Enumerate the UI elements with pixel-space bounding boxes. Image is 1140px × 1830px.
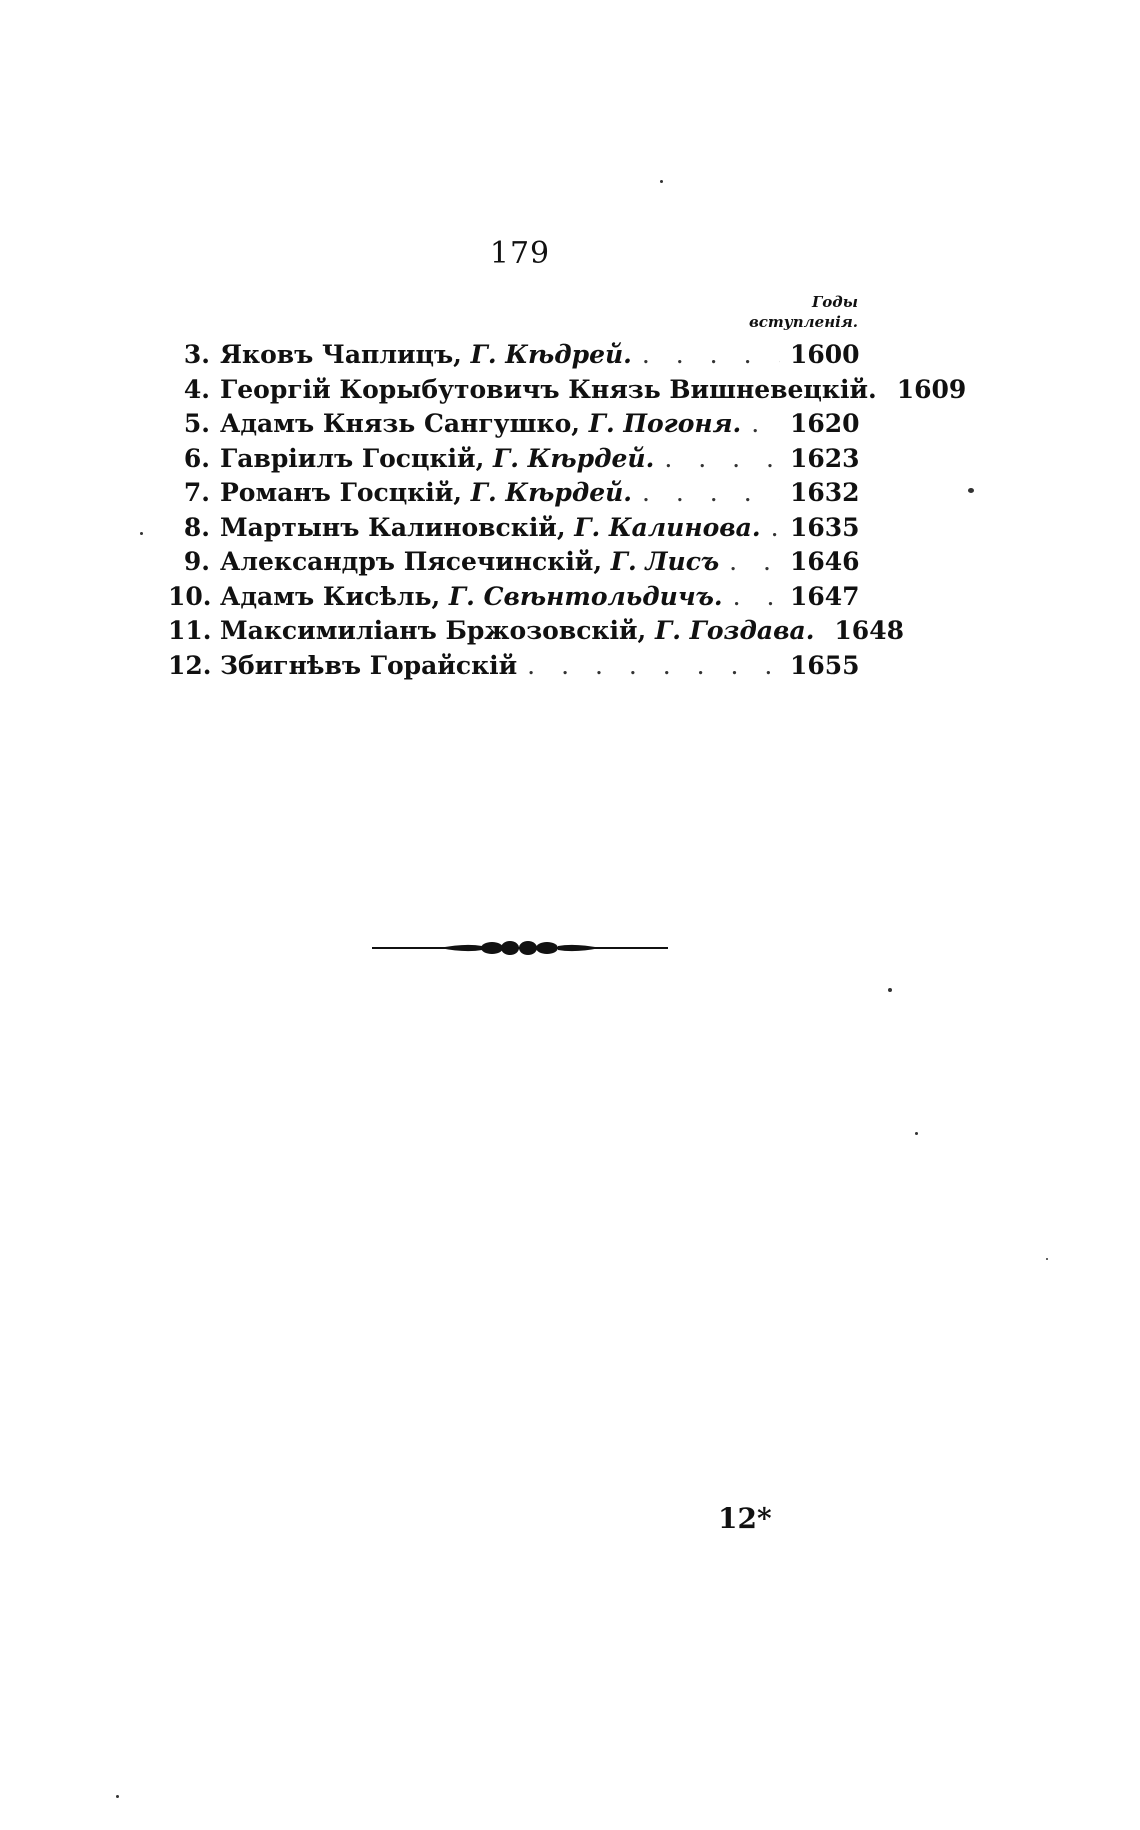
list-item bbox=[168, 340, 858, 375]
entry-coat-of-arms: Г. Свѣнтольдичъ. bbox=[448, 581, 723, 611]
entry-name: Збигнѣвъ Горайскій bbox=[220, 650, 518, 680]
tailpiece-ornament bbox=[370, 938, 670, 958]
list-item bbox=[168, 582, 858, 617]
entry-name: Адамъ Кисѣль, Г. Свѣнтольдичъ. bbox=[220, 581, 723, 611]
print-speck bbox=[140, 532, 143, 535]
entry-year: 1600 bbox=[790, 340, 860, 369]
entry-name: Мартынъ Калиновскій, Г. Калинова. bbox=[220, 512, 761, 542]
list-item bbox=[168, 478, 858, 513]
entry-year: 1623 bbox=[790, 443, 860, 473]
entry-year: 1632 bbox=[790, 478, 860, 507]
dot-leader bbox=[751, 409, 780, 438]
entry-coat-of-arms: Г. Калинова. bbox=[574, 512, 761, 542]
entry-number: 3. bbox=[183, 340, 210, 369]
column-header-line2: вступленія. bbox=[748, 313, 858, 331]
list-item bbox=[168, 444, 858, 479]
page-number: 179 bbox=[489, 236, 551, 271]
list-item bbox=[168, 409, 858, 444]
list-item bbox=[168, 513, 858, 548]
print-speck bbox=[660, 180, 663, 183]
dot-leader bbox=[642, 478, 780, 507]
entries-list bbox=[168, 340, 967, 685]
entry-number: 12. bbox=[168, 650, 212, 680]
dot-leader bbox=[527, 651, 780, 680]
entry-coat-of-arms: Г. Лисъ bbox=[610, 547, 720, 576]
entry-coat-of-arms: Г. Погоня. bbox=[588, 409, 742, 438]
dot-leader bbox=[642, 340, 780, 369]
entry-year: 1635 bbox=[790, 512, 860, 542]
entry-name: Гавріилъ Госцкій, Г. Кѣрдей. bbox=[220, 443, 655, 473]
entry-number: 6. bbox=[183, 443, 210, 473]
entry-year: 1655 bbox=[790, 650, 860, 680]
entry-number: 4. bbox=[183, 374, 210, 404]
entry-number: 9. bbox=[183, 547, 210, 576]
entry-name: Романъ Госцкій, Г. Кѣрдей. bbox=[220, 478, 633, 507]
entry-name: Максимиліанъ Бржозовскій, Г. Гоздава. bbox=[220, 616, 815, 645]
list-item bbox=[168, 547, 858, 582]
entry-name: Георгій Корыбутовичъ Князь Вишневецкій. bbox=[220, 374, 877, 404]
entry-year: 1646 bbox=[790, 547, 860, 576]
column-header-line1: Годы bbox=[811, 293, 858, 311]
dot-leader bbox=[729, 547, 780, 576]
entry-number: 11. bbox=[168, 616, 212, 645]
entry-number: 7. bbox=[183, 478, 210, 507]
entry-name: Яковъ Чаплицъ, Г. Кѣдрей. bbox=[220, 340, 632, 369]
print-speck bbox=[888, 988, 892, 992]
entry-number: 10. bbox=[168, 581, 212, 611]
print-speck bbox=[1046, 1258, 1048, 1260]
print-speck bbox=[968, 488, 974, 493]
entry-coat-of-arms: Г. Кѣрдей. bbox=[470, 478, 633, 507]
print-speck bbox=[915, 1132, 918, 1135]
entry-year: 1620 bbox=[790, 409, 860, 438]
list-item bbox=[168, 374, 967, 410]
signature-mark: 12* bbox=[718, 1502, 772, 1535]
dot-leader bbox=[733, 582, 780, 611]
list-item bbox=[168, 616, 904, 651]
column-header-years bbox=[728, 292, 858, 332]
entry-name: Адамъ Князь Сангушко, Г. Погоня. bbox=[220, 409, 742, 438]
entry-name: Александръ Пясечинскій, Г. Лисъ bbox=[220, 547, 720, 576]
entry-number: 5. bbox=[183, 409, 210, 438]
entry-year: 1609 bbox=[896, 374, 967, 404]
dot-leader bbox=[664, 444, 780, 473]
print-speck bbox=[116, 1795, 119, 1798]
dot-leader bbox=[771, 513, 780, 542]
entry-year: 1647 bbox=[790, 581, 860, 611]
entry-coat-of-arms: Г. Гоздава. bbox=[654, 616, 815, 645]
entry-number: 8. bbox=[183, 512, 210, 542]
entry-coat-of-arms: Г. Кѣрдей. bbox=[493, 443, 655, 473]
entry-year: 1648 bbox=[834, 616, 904, 645]
list-item bbox=[168, 651, 858, 686]
entry-coat-of-arms: Г. Кѣдрей. bbox=[470, 340, 632, 369]
